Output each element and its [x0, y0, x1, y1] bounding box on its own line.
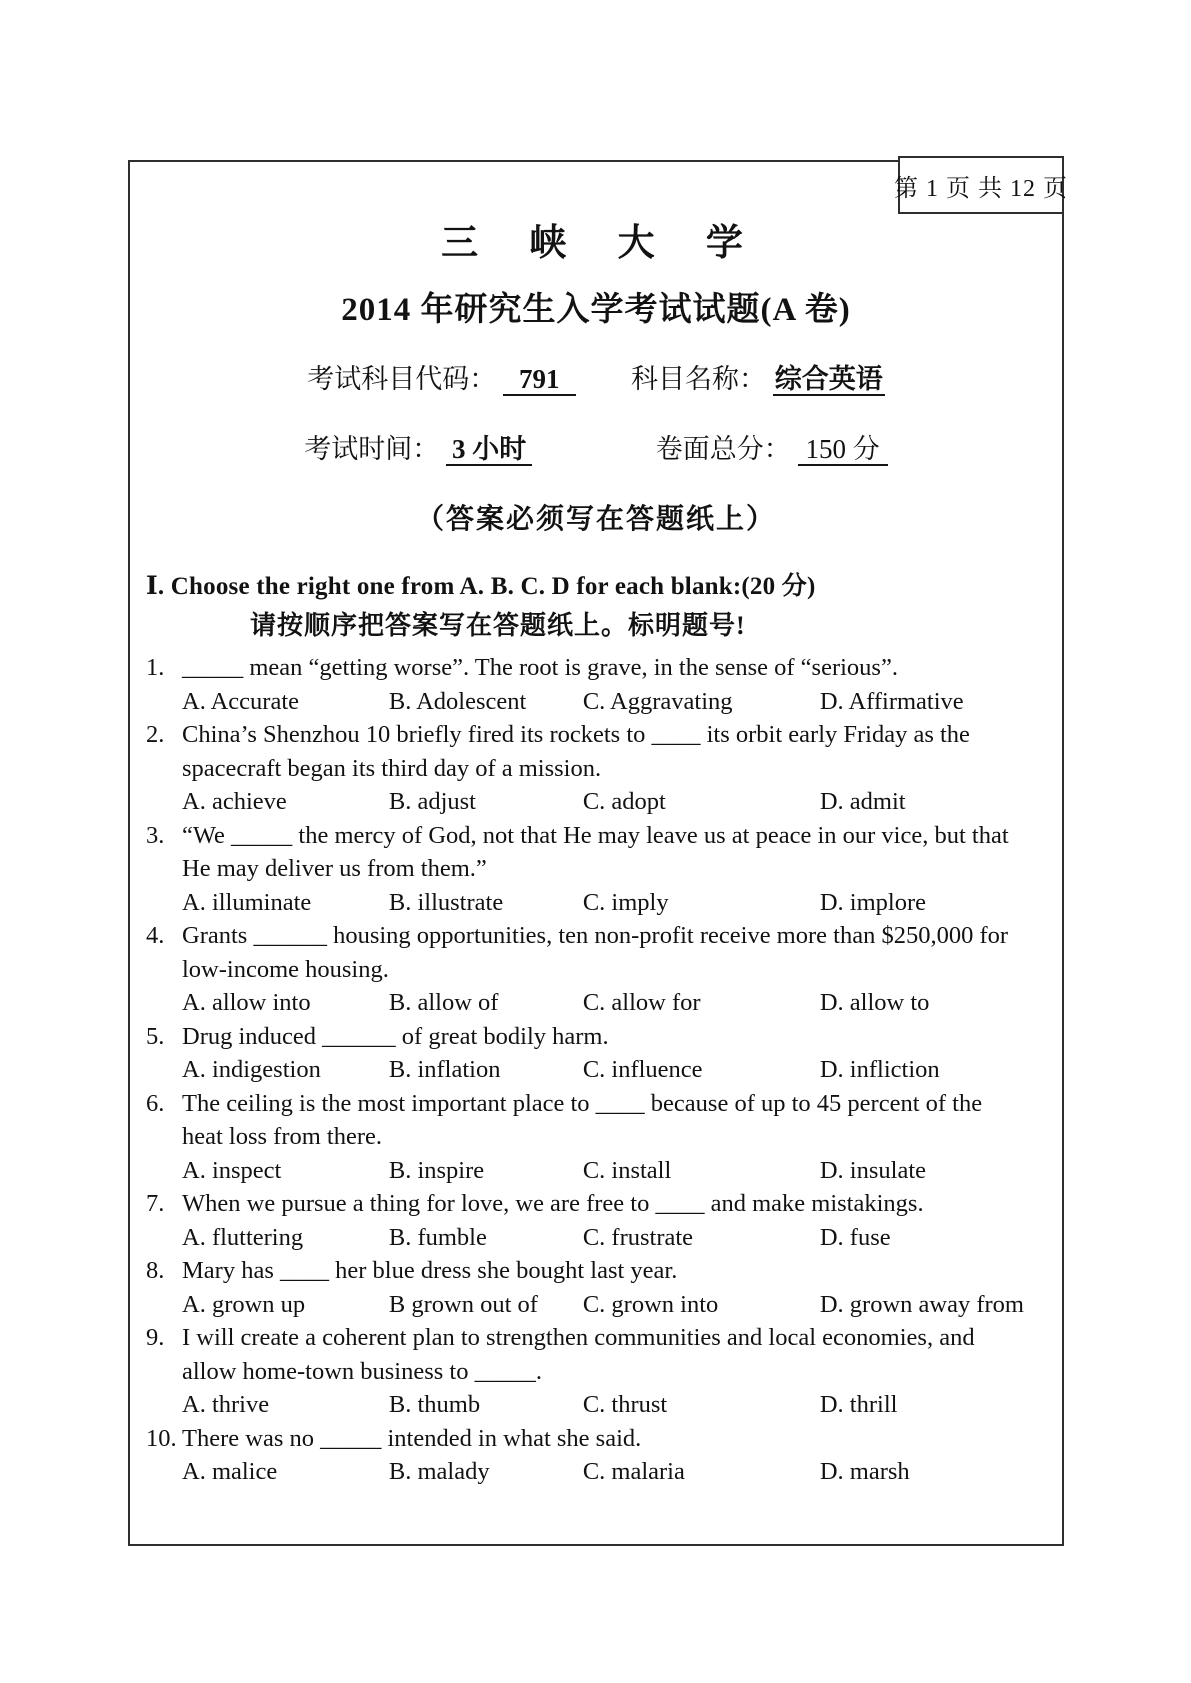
question-options — [182, 1288, 1062, 1322]
question-options — [182, 1455, 1062, 1489]
question-number: 9. — [146, 1324, 165, 1351]
question-options — [182, 1053, 1062, 1087]
question-line — [130, 1254, 1062, 1288]
question-line — [130, 1422, 1062, 1456]
question-line — [130, 1187, 1062, 1221]
section-1-instruction: 请按顺序把答案写在答题纸上。标明题号! — [250, 611, 746, 640]
option-b-label: B grown out of — [388, 1290, 538, 1318]
question-line — [130, 651, 1062, 685]
total-score-value: 150 分 — [798, 434, 888, 466]
option-a-label: A. malice — [182, 1458, 278, 1485]
question-number: 4. — [146, 922, 165, 949]
question-number: 3. — [146, 821, 165, 849]
question-text: The ceiling is the most important place to ____ because of up to 45 percent of the heat loss from there. — [182, 1089, 983, 1150]
option-d-label: D. marsh — [819, 1458, 910, 1485]
question-line — [130, 919, 1062, 986]
option-a-label: A. achieve — [182, 788, 287, 815]
exam-title: 2014 年研究生入学考试试题(A 卷) — [341, 292, 851, 328]
university-title: 三 峡 大 学 — [441, 223, 751, 264]
option-c-label: C. influence — [582, 1056, 703, 1083]
option-c-label: C. Aggravating — [582, 687, 733, 715]
question-item — [130, 1254, 1062, 1321]
option-c-label: C. malaria — [582, 1458, 685, 1485]
question-item — [130, 919, 1062, 1020]
question-item — [130, 1187, 1062, 1254]
question-text: _____ mean “getting worse”. The root is grave, in the sense of “serious”. — [182, 654, 898, 681]
question-item — [130, 1020, 1062, 1087]
question-item — [130, 1087, 1062, 1188]
option-d-label: D. allow to — [819, 989, 930, 1016]
option-d-label: D. Affirmative — [819, 687, 964, 715]
option-b-label: B. illustrate — [388, 888, 504, 916]
question-options — [182, 1221, 1062, 1255]
subject-code-value: 791 — [503, 364, 576, 396]
question-item — [130, 718, 1062, 819]
question-text: There was no _____ intended in what she said. — [182, 1424, 642, 1452]
option-d-label: D. thrill — [819, 1391, 898, 1418]
question-options — [182, 685, 1062, 719]
question-text: Drug induced ______ of great bodily harm. — [182, 1022, 609, 1050]
page-number-box — [894, 156, 1068, 214]
question-item — [130, 1321, 1062, 1422]
option-b-label: B. inspire — [388, 1156, 485, 1184]
question-number: 2. — [146, 721, 165, 748]
option-a-label: A. grown up — [182, 1290, 306, 1318]
question-line — [130, 1321, 1062, 1388]
option-b-label: B. allow of — [388, 989, 499, 1016]
question-number: 5. — [146, 1022, 165, 1050]
question-line — [130, 819, 1062, 886]
option-c-label: C. allow for — [582, 989, 701, 1016]
question-text: Mary has ____ her blue dress she bought last year. — [182, 1257, 678, 1284]
question-options — [182, 1154, 1062, 1188]
question-number: 8. — [146, 1257, 165, 1284]
question-line — [130, 1087, 1062, 1154]
question-options — [182, 785, 1062, 819]
question-number: 10. — [146, 1424, 177, 1452]
question-item — [130, 819, 1062, 920]
option-a-label: A. allow into — [182, 989, 311, 1016]
option-d-label: D. fuse — [819, 1223, 891, 1251]
option-d-label: D. infliction — [819, 1056, 940, 1083]
subject-line — [130, 357, 1062, 396]
option-c-label: C. grown into — [582, 1290, 719, 1318]
option-b-label: B. fumble — [388, 1223, 487, 1251]
question-item — [130, 1422, 1062, 1489]
option-a-label: A. thrive — [182, 1391, 270, 1418]
option-a-label: A. illuminate — [182, 888, 312, 916]
question-text: “We _____ the mercy of God, not that He may leave us at peace in our vice, but that He may deliver us from them.” — [182, 821, 1009, 882]
answer-sheet-notice: （答案必须写在答题纸上） — [415, 504, 776, 535]
option-c-label: C. frustrate — [582, 1223, 694, 1251]
question-number: 1. — [146, 654, 165, 681]
question-number: 6. — [146, 1089, 165, 1117]
option-a-label: A. indigestion — [182, 1056, 321, 1083]
question-item — [130, 651, 1062, 718]
question-options — [182, 886, 1062, 920]
subject-name-label: 科目名称： — [631, 364, 766, 394]
option-b-label: B. adjust — [388, 788, 476, 815]
question-options — [182, 986, 1062, 1020]
question-text: Grants ______ housing opportunities, ten non-profit receive more than $250,000 for low-income housing. — [182, 922, 1009, 983]
time-score-line — [130, 427, 1062, 466]
option-b-label: B. inflation — [388, 1056, 501, 1083]
question-text: I will create a coherent plan to strengthen communities and local economies, and allow home-town business to _____. — [182, 1324, 975, 1385]
subject-code-label: 考试科目代码： — [307, 364, 497, 394]
option-c-label: C. install — [582, 1156, 672, 1184]
question-number: 7. — [146, 1190, 165, 1217]
option-c-label: C. imply — [582, 888, 669, 916]
option-a-label: A. fluttering — [182, 1223, 304, 1251]
subject-name-value: 综合英语 — [774, 364, 883, 394]
option-d-label: D. grown away from — [819, 1290, 1024, 1318]
option-d-label: D. insulate — [819, 1156, 927, 1184]
page-number-text: 第 1 页 共 12 页 — [894, 175, 1068, 202]
section-1-heading: Ⅰ. Choose the right one from A. B. C. D for each blank:(20 分) — [146, 573, 816, 600]
exam-time-label: 考试时间： — [304, 434, 440, 464]
question-text: When we pursue a thing for love, we are free to ____ and make mistakings. — [182, 1190, 924, 1217]
option-b-label: B. thumb — [388, 1391, 481, 1418]
question-text: China’s Shenzhou 10 briefly fired its rockets to ____ its orbit early Friday as the spacecraft began its third day of a mission. — [182, 721, 970, 782]
option-b-label: B. Adolescent — [388, 687, 527, 715]
question-line — [130, 718, 1062, 785]
question-list — [130, 651, 1062, 1489]
option-a-label: A. Accurate — [182, 687, 299, 715]
option-b-label: B. malady — [388, 1458, 490, 1485]
option-a-label: A. inspect — [182, 1156, 282, 1184]
total-score-label: 卷面总分： — [655, 434, 791, 464]
question-options — [182, 1388, 1062, 1422]
option-d-label: D. admit — [819, 788, 906, 815]
option-c-label: C. adopt — [582, 788, 666, 815]
exam-time-value: 3 小时 — [446, 434, 532, 466]
question-line — [130, 1020, 1062, 1054]
exam-paper-page — [128, 160, 1068, 1546]
option-d-label: D. implore — [819, 888, 927, 916]
option-c-label: C. thrust — [582, 1391, 668, 1418]
